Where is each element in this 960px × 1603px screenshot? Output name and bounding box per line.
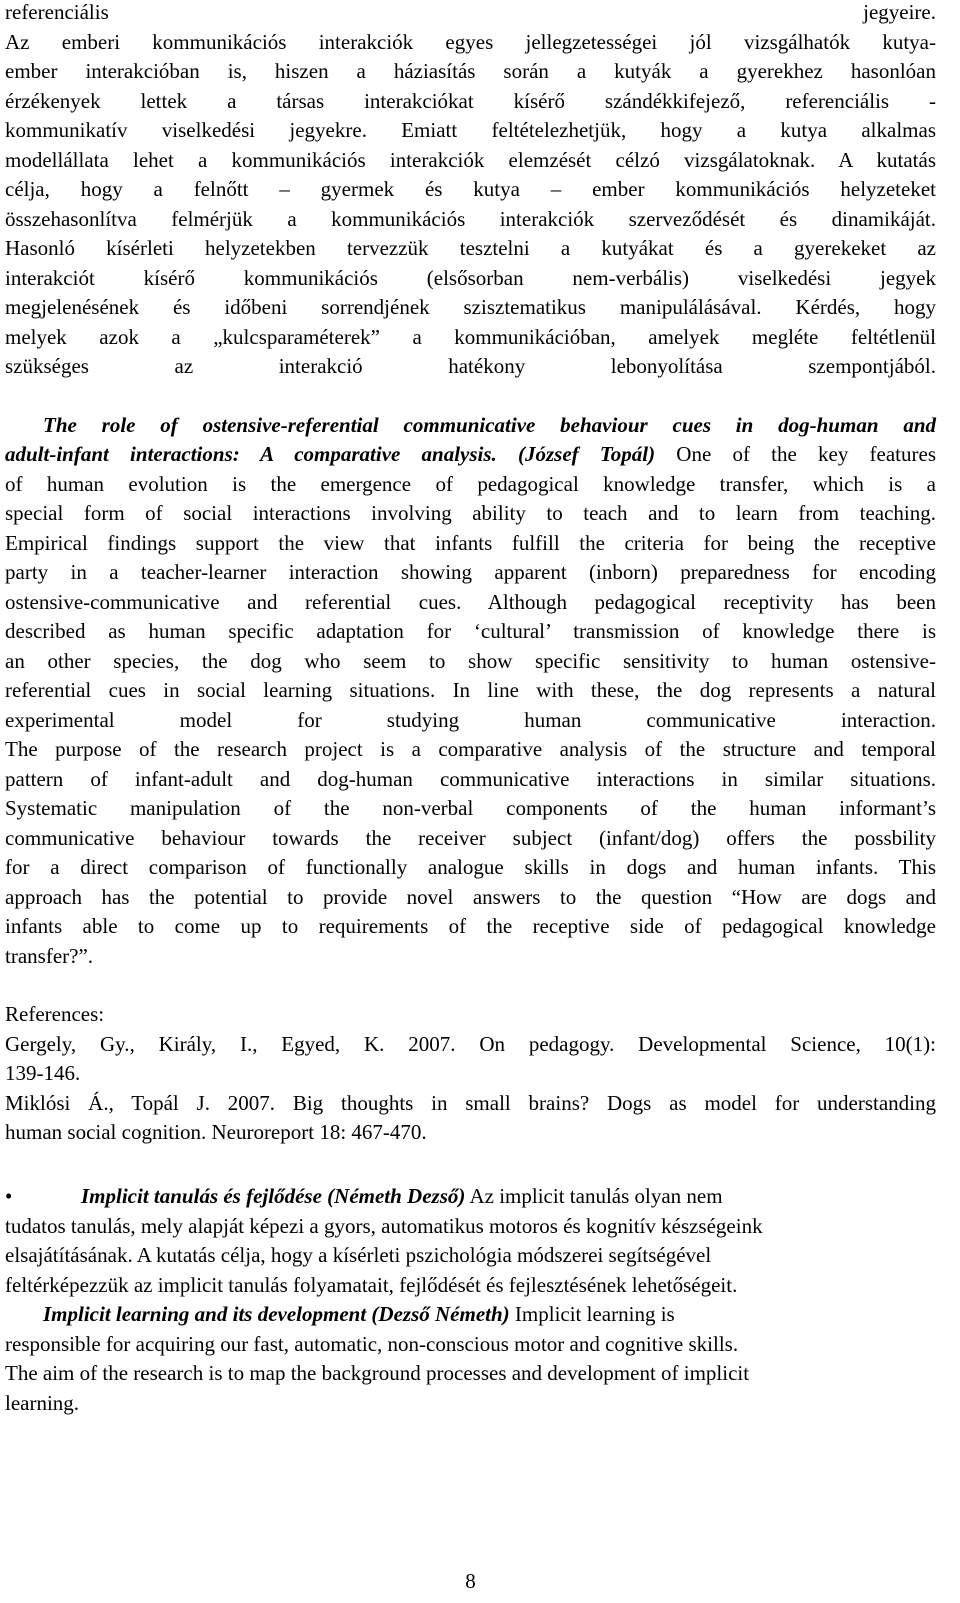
- en-line-16: for a direct comparison of functionally analogue skills in dogs and human infants. This: [5, 855, 936, 879]
- implicit-hu-title: Implicit tanulás és fejlődése (Németh Dezső): [81, 1184, 466, 1208]
- en-line-19: transfer?”.: [5, 944, 94, 968]
- hu-line-12: melyek azok a „kulcsparaméterek” a kommunikációban, amelyek megléte feltétlenül: [5, 325, 936, 349]
- implicit-en-line-1-text: Implicit learning is: [509, 1302, 675, 1326]
- hu-line-3: ember interakcióban is, hiszen a háziasítás során a kutyák a gyerekhez hasonlóan: [5, 59, 936, 83]
- hu-line-11: megjelenésének és időbeni sorrendjének szisztematikus manipulálásával. Kérdés, hogy: [5, 295, 936, 319]
- references-heading: References:: [5, 1002, 105, 1026]
- en-line-2-text: One of the key features: [655, 442, 936, 466]
- en-line-14: Systematic manipulation of the non-verbal components of the human informant’s: [5, 796, 936, 820]
- en-line-4: special form of social interactions involving ability to teach and to learn from teaching.: [5, 501, 936, 525]
- hu-line-9: Hasonló kísérleti helyzetekben tervezzük tesztelni a kutyákat és a gyerekeket az: [5, 236, 936, 260]
- hu-line-4: érzékenyek lettek a társas interakciókat kísérő szándékkifejező, referenciális -: [5, 89, 936, 113]
- reference-1-line-1: Gergely, Gy., Király, I., Egyed, K. 2007. On pedagogy. Developmental Science, 10(1):: [5, 1032, 936, 1056]
- implicit-hu-line-2: tudatos tanulás, mely alapját képezi a gyors, automatikus motoros és kognitív készségeink: [5, 1214, 763, 1238]
- implicit-en-line-4: learning.: [5, 1391, 80, 1415]
- en-line-10: referential cues in social learning situations. In line with these, the dog represents a natural: [5, 678, 936, 702]
- reference-1-line-2: 139-146.: [5, 1061, 81, 1085]
- en-line-2: [5, 439, 936, 469]
- en-title-line-2: adult-infant interactions: A comparative analysis. (József Topál): [5, 442, 656, 466]
- en-line-8: described as human specific adaptation for ‘cultural’ transmission of knowledge there is: [5, 619, 936, 643]
- page-number: 8: [465, 1569, 476, 1593]
- en-line-13: pattern of infant-adult and dog-human communicative interactions in similar situations.: [5, 767, 936, 791]
- en-line-11: experimental model for studying human communicative interaction.: [5, 708, 936, 732]
- en-line-18: infants able to come up to requirements of the receptive side of pedagogical knowledge: [5, 914, 936, 938]
- en-line-9: an other species, the dog who seem to show specific sensitivity to human ostensive-: [5, 649, 936, 673]
- implicit-hu-line-4: feltérképezzük az implicit tanulás folyamatait, fejlődését és fejlesztésének lehetőségeit.: [5, 1273, 738, 1297]
- bullet-icon: •: [5, 1184, 13, 1208]
- implicit-en-line-1: [5, 1299, 936, 1329]
- hu-line-6: modellállata lehet a kommunikációs interakciók elemzését célzó vizsgálatoknak. A kutatás: [5, 148, 936, 172]
- hu-line-1: referenciális jegyeire.: [5, 0, 936, 24]
- en-line-5: Empirical findings support the view that infants fulfill the criteria for being the receptive: [5, 531, 936, 555]
- reference-2-line-2: human social cognition. Neuroreport 18: 467-470.: [5, 1120, 427, 1144]
- reference-2-line-1: Miklósi Á., Topál J. 2007. Big thoughts in small brains? Dogs as model for understanding: [5, 1091, 936, 1115]
- hu-line-5: kommunikatív viselkedési jegyekre. Emiatt feltételezhetjük, hogy a kutya alkalmas: [5, 118, 936, 142]
- en-title-line-1: The role of ostensive-referential communicative behaviour cues in dog-human and: [43, 413, 936, 437]
- en-line-17: approach has the potential to provide novel answers to the question “How are dogs and: [5, 885, 936, 909]
- en-line-6: party in a teacher-learner interaction showing apparent (inborn) preparedness for encoding: [5, 560, 936, 584]
- hu-line-10: interakciót kísérő kommunikációs (elsősorban nem-verbális) viselkedési jegyek: [5, 266, 936, 290]
- en-line-3: of human evolution is the emergence of pedagogical knowledge transfer, which is a: [5, 472, 936, 496]
- implicit-hu-line-1-text: Az implicit tanulás olyan nem: [465, 1184, 723, 1208]
- hu-line-2: Az emberi kommunikációs interakciók egyes jellegzetességei jól vizsgálhatók kutya-: [5, 30, 936, 54]
- implicit-en-line-2: responsible for acquiring our fast, automatic, non-conscious motor and cognitive skills.: [5, 1332, 739, 1356]
- en-line-7: ostensive-communicative and referential cues. Although pedagogical receptivity has been: [5, 590, 936, 614]
- hu-line-8: összehasonlítva felmérjük a kommunikációs interakciók szerveződését és dinamikáját.: [5, 207, 936, 231]
- implicit-en-line-3: The aim of the research is to map the background processes and development of implicit: [5, 1361, 750, 1385]
- hu-line-7: célja, hogy a felnőtt – gyermek és kutya – ember kommunikációs helyzeteket: [5, 177, 936, 201]
- implicit-en-title: Implicit learning and its development (Dezső Németh): [43, 1302, 510, 1326]
- en-line-12: The purpose of the research project is a comparative analysis of the structure and temporal: [5, 737, 936, 761]
- implicit-hu-line-1: [5, 1181, 936, 1211]
- en-line-15: communicative behaviour towards the receiver subject (infant/dog) offers the possbility: [5, 826, 936, 850]
- hu-line-13: szükséges az interakció hatékony lebonyolítása szempontjából.: [5, 354, 936, 378]
- implicit-hu-line-3: elsajátításának. A kutatás célja, hogy a kísérleti pszichológia módszerei segítségével: [5, 1243, 712, 1267]
